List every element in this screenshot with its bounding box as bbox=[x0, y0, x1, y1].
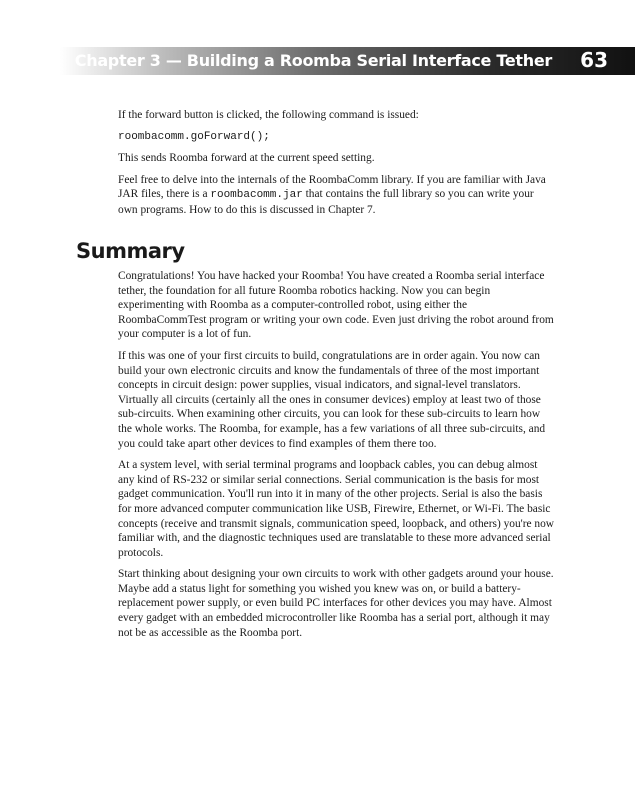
intro-section bbox=[118, 108, 555, 225]
summary-section bbox=[118, 269, 555, 647]
intro-paragraph-2: This sends Roomba forward at the current speed setting. bbox=[118, 152, 375, 165]
chapter-header-bar bbox=[60, 47, 635, 75]
code-snippet: roombacomm.goForward(); bbox=[118, 130, 270, 143]
summary-paragraph-3: At a system level, with serial terminal programs and loopback cables, you can debug almost any kind of RS-232 or similar serial connections. Serial communication is the basis for most gadget communication. You'll run into it in many of the other projects. Serial is also the basis for more advanced computer communication like USB, Firewire, Ethernet, or Wi-Fi. The basic concepts (receive and transmit signals, communication speed, loopback, and others) you're now familiar with, and the diagnostic techniques used are translatable to these more advanced serial protocols. bbox=[118, 459, 555, 559]
inline-code-jar: roombacomm.jar bbox=[210, 189, 303, 202]
chapter-title: Chapter 3 — Building a Roomba Serial Interface Tether bbox=[74, 51, 552, 70]
summary-paragraph-1: Congratulations! You have hacked your Roomba! You have created a Roomba serial interface tether, the foundation for all future Roomba robotics hacking. Now you can begin experimenting with Roomba as a computer-controlled robot, using either the RoombaCommTest program or writing your own code. Even just driving the robot around from your computer is a lot of fun. bbox=[118, 270, 554, 341]
intro-paragraph-3-end: that contains the full library so you can write your own programs. How to do this is discussed in Chapter 7. bbox=[118, 188, 534, 216]
intro-paragraph-1: If the forward button is clicked, the following command is issued: bbox=[118, 109, 419, 121]
intro-paragraph-3 bbox=[118, 173, 555, 218]
summary-paragraph-2: If this was one of your first circuits to build, congratulations are in order again. You now can build your own electronic circuits and know the fundamentals of three of the most important concepts in circuit design: power supplies, visual indicators, and signal-level translators. Virtually all circuits (certainly all the ones in consumer devices) employ at least two of those sub-circuits. When examining other circuits, you can look for these sub-circuits to learn how the whole works. The Roomba, for example, has a few variations of all three sub-circuits, and you could take apart other devices to find examples of them there too. bbox=[118, 349, 546, 450]
summary-paragraph-4: Start thinking about designing your own circuits to work with other gadgets around your house. Maybe add a status light for something you wished you knew was on, or build a battery-replacement power supply, or even build PC interfaces for other devices you may have. Almost every gadget with an embedded microcontroller like Roomba has a serial port, although it may not be as accessible as the Roomba port. bbox=[118, 568, 554, 639]
intro-paragraph-3-start: Feel free to delve into the internals of the RoombaComm library. If you are familiar with Java JAR files, there is a bbox=[118, 173, 546, 201]
page-number: 63 bbox=[580, 48, 608, 72]
section-heading-summary: Summary bbox=[76, 239, 185, 263]
